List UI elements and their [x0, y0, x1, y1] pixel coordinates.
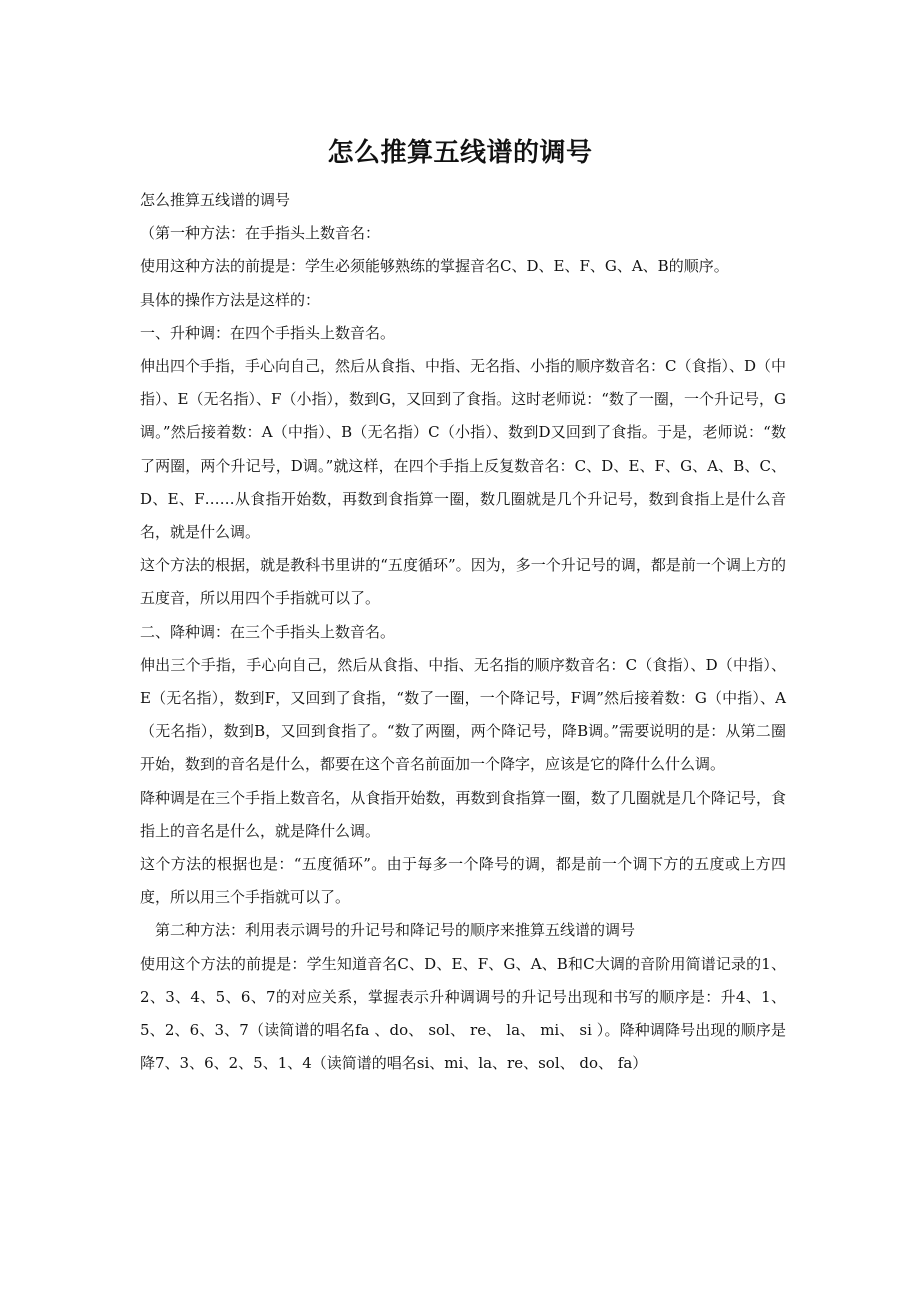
paragraph-sharp-keys-heading: 一、升种调：在四个手指头上数音名。 [140, 323, 396, 342]
document-body [140, 184, 786, 1080]
paragraph-flat-keys-steps: 伸出三个手指，手心向自己，然后从食指、中指、无名指的顺序数音名：C（食指）、D（中指）、E（无名指），数到F，又回到了食指，“数了一圈，一个降记号，F调”然后接着数：G（中指）、A（无名指），数到B，又回到食指了。“数了两圈，两个降记号，降B调。”需要说明的是：从第二圈开始，数到的音名是什么，都要在这个音名前面加一个降字，应该是它的降什么什么调。 [140, 655, 786, 774]
paragraph-method-one-premise: 使用这种方法的前提是：学生必须能够熟练的掌握音名C、D、E、F、G、A、B的顺序。 [140, 257, 729, 276]
paragraph-subtitle: 怎么推算五线谱的调号 [140, 191, 291, 209]
paragraph-method-one-heading: （第一种方法：在手指头上数音名： [140, 224, 381, 243]
paragraph-method-two-premise: 使用这个方法的前提是：学生知道音名C、D、E、F、G、A、B和C大调的音阶用简谱记录的1、2、3、4、5、6、7的对应关系，掌握表示升种调调号的升记号出现和书写的顺序是：升4、1、5、2、6、3、7（读简谱的唱名fa 、do、 sol、 re、 la、 mi、 si ）。降种调降号出现的顺序是降7、3、6、2、5、1、4（读简谱的唱名si、mi、la、re、sol、 do、 fa） [140, 954, 786, 1073]
paragraph-flat-keys-basis: 这个方法的根据也是：“五度循环”。由于每多一个降号的调，都是前一个调下方的五度或上方四度，所以用三个手指就可以了。 [140, 855, 786, 907]
paragraph-flat-keys-summary: 降种调是在三个手指上数音名，从食指开始数，再数到食指算一圈，数了几圈就是几个降记号，食指上的音名是什么，就是降什么调。 [140, 788, 786, 840]
paragraph-flat-keys-heading: 二、降种调：在三个手指头上数音名。 [140, 622, 396, 641]
paragraph-operation-intro: 具体的操作方法是这样的： [140, 290, 321, 309]
document-title: 怎么推算五线谱的调号 [327, 138, 593, 169]
paragraph-sharp-keys-basis: 这个方法的根据，就是教科书里讲的“五度循环”。因为，多一个升记号的调，都是前一个调上方的五度音，所以用四个手指就可以了。 [140, 556, 786, 608]
paragraph-method-two-heading: 第二种方法：利用表示调号的升记号和降记号的顺序来推算五线谱的调号 [155, 921, 636, 940]
paragraph-sharp-keys-steps: 伸出四个手指，手心向自己，然后从食指、中指、无名指、小指的顺序数音名：C（食指）、D（中指）、E（无名指）、F（小指），数到G，又回到了食指。这时老师说：“数了一圈，一个升记号，G调。”然后接着数：A（中指）、B（无名指）C（小指）、数到D又回到了食指。于是，老师说：“数了两圈，两个升记号，D调。”就这样，在四个手指上反复数音名：C、D、E、F、G、A、B、C、D、E、F……从食指开始数，再数到食指算一圈，数几圈就是几个升记号，数到食指上是什么音名，就是什么调。 [140, 357, 787, 542]
